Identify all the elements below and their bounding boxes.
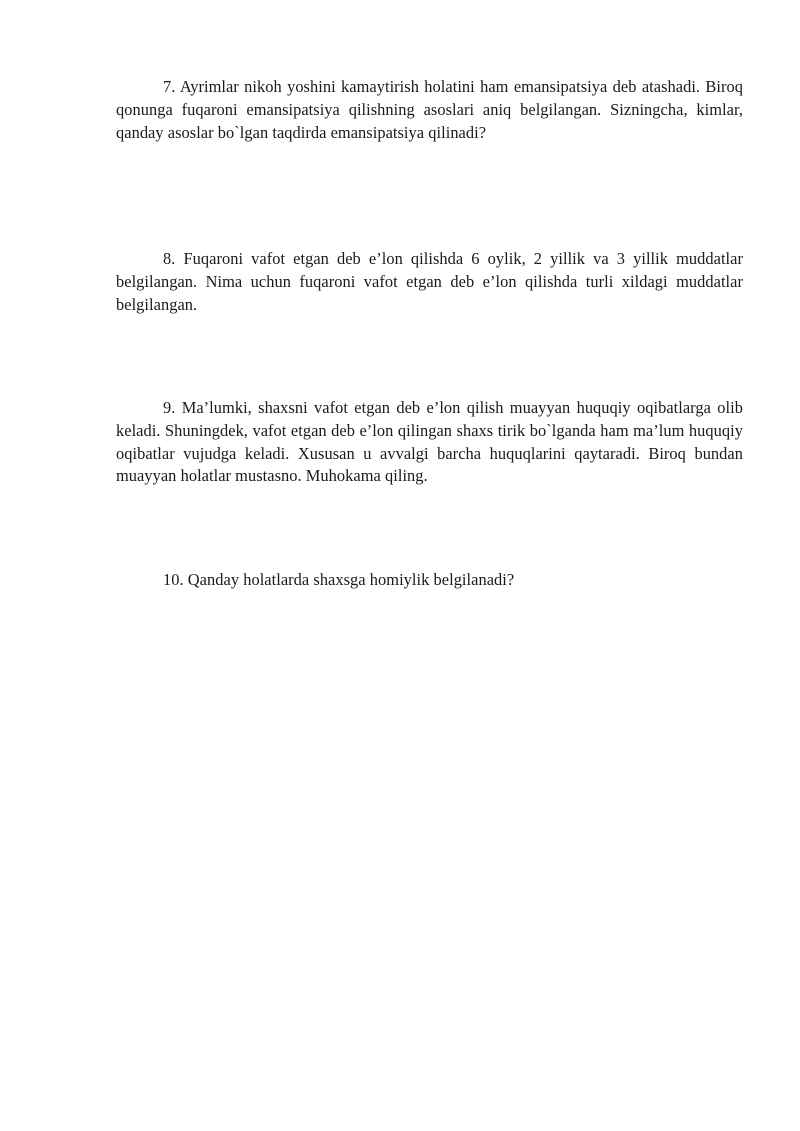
- question-7: 7. Ayrimlar nikoh yoshini kamaytirish holatini ham emansipatsiya deb atashadi. Biroq qonunga fuqaroni emansipatsiya qilishning asoslari aniq belgilangan. Sizningcha, kimlar, qanday asoslar bo`lgan taqdirda emansipatsiya qilinadi?: [116, 77, 743, 142]
- question-8: 8. Fuqaroni vafot etgan deb e’lon qilishda 6 oylik, 2 yillik va 3 yillik muddatlar belgilangan. Nima uchun fuqaroni vafot etgan deb e’lon qilishda turli xildagi muddatlar belgilangan.: [116, 249, 743, 314]
- question-9: 9. Ma’lumki, shaxsni vafot etgan deb e’lon qilish muayyan huquqiy oqibatlarga olib keladi. Shuningdek, vafot etgan deb e’lon qilingan shaxs tirik bo`lganda ham ma’lum huquqiy oqibatlar vujudga keladi. Xususan u avvalgi barcha huquqlarini qaytaradi. Biroq bundan muayyan holatlar mustasno. Muhokama qiling.: [116, 398, 743, 486]
- question-10: 10. Qanday holatlarda shaxsga homiylik belgilanadi?: [163, 570, 515, 589]
